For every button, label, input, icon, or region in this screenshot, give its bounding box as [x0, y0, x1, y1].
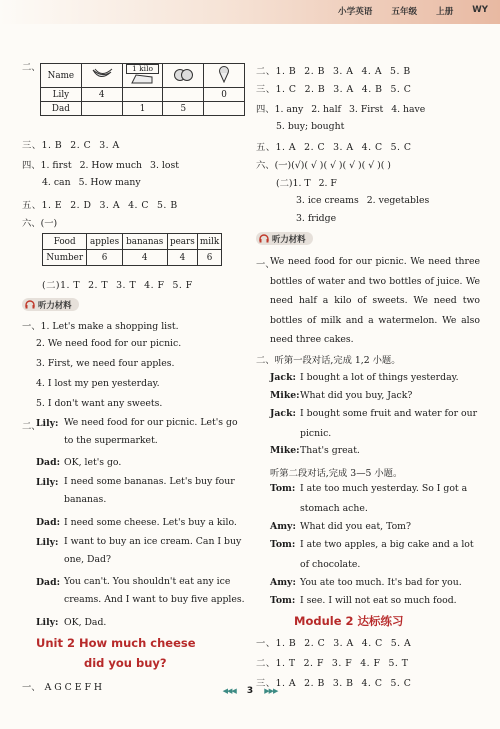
answer: 4. C	[128, 200, 150, 211]
banana-icon	[90, 66, 114, 82]
q2-label: 二、	[22, 62, 41, 73]
answer: 2. C	[304, 638, 326, 649]
answer: 5. C	[390, 678, 412, 689]
speech: I ate two apples, a big cake and a lot of chocolate.	[300, 539, 474, 570]
answer: 1. T	[292, 178, 311, 189]
cell: 6	[198, 250, 222, 266]
answer: 1. T	[275, 658, 296, 669]
m-q1-label: 一、	[256, 638, 276, 649]
right-arrows-icon: ▶▶▶	[264, 687, 278, 695]
answer: 2. F	[303, 658, 324, 669]
answer: (√)( √ )( √ )( √ )( √ )( )	[291, 160, 391, 171]
answer: 2. B	[304, 678, 325, 689]
answer-line	[256, 655, 409, 669]
speaker: Lily:	[36, 477, 59, 488]
header-term: 上册	[436, 7, 454, 17]
header-subject: 小学英语	[338, 7, 373, 17]
apple-icon	[172, 66, 194, 82]
speaker: Amy:	[270, 577, 296, 588]
answer: 2. C	[304, 142, 326, 153]
cell: 6	[87, 250, 122, 266]
speech: You ate too much. It's bad for you.	[300, 577, 462, 588]
answer: A G C E F H	[44, 682, 102, 693]
answer: 3. A	[333, 142, 354, 153]
cell	[122, 88, 163, 102]
answer: 1. B	[275, 638, 297, 649]
badge-label: 听力材料	[38, 299, 72, 310]
speaker: Lily:	[36, 418, 59, 429]
answer-line	[256, 101, 425, 115]
cell: 4	[81, 88, 122, 102]
ice-cream-icon	[216, 65, 232, 83]
sentence: 1. Let's make a shopping list.	[40, 321, 179, 332]
dialog-label: 二、	[22, 421, 41, 432]
badge-label: 听力材料	[272, 233, 306, 244]
listen2-label: 二、	[256, 355, 275, 366]
q5-label: 五、	[22, 200, 42, 211]
answer-line	[256, 635, 411, 649]
cell: bananas	[122, 234, 167, 250]
speaker: Jack:	[270, 372, 296, 383]
answer: 4. A	[361, 66, 383, 77]
speech: OK, let's go.	[64, 457, 122, 468]
page-footer	[0, 686, 500, 696]
speech: I need some bananas. Let's buy four bananas.	[64, 476, 235, 505]
answer: 2. F	[318, 178, 337, 189]
q6b-sub: (二)	[42, 280, 61, 291]
answer: 5. T	[388, 658, 409, 669]
speaker: Tom:	[270, 483, 296, 494]
answer: 1. E	[41, 200, 63, 211]
answer: 3. A	[332, 66, 354, 77]
answer: 1. A	[275, 678, 297, 689]
answer: 3. ice creams	[296, 195, 359, 206]
table-row	[41, 102, 245, 116]
speaker: Tom:	[270, 539, 296, 550]
answer: 1. A	[275, 142, 297, 153]
cell: 4	[122, 250, 167, 266]
listen2-intro	[256, 352, 401, 366]
answer-line	[276, 175, 337, 189]
headphones-icon	[25, 300, 35, 309]
answer-line: 5. buy; bought	[276, 121, 345, 132]
listen1-text: We need food for our picnic. We need three bottles of water and two bottles of juice. We need half a kilo of sweets. We need two bottles of milk and a watermelon. We also need three cakes.	[270, 256, 480, 345]
food-table	[42, 233, 222, 266]
speech: I bought a lot of things yesterday.	[300, 372, 459, 383]
speaker: Dad:	[36, 457, 61, 468]
speech: I bought some fruit and water for our picnic.	[300, 408, 478, 439]
speech: That's great.	[300, 445, 360, 456]
m-q3-label: 三、	[256, 678, 276, 689]
speaker: Jack:	[270, 408, 296, 419]
answer-line	[22, 137, 120, 151]
listen-line	[22, 318, 179, 332]
answer: 3. lost	[150, 160, 179, 171]
speaker: Amy:	[270, 521, 296, 532]
answer-line	[42, 177, 141, 188]
answer: 1. B	[41, 140, 63, 151]
speaker: Lily:	[36, 617, 59, 628]
listen-line: 3. First, we need four apples.	[36, 358, 175, 369]
speaker: Mike:	[270, 390, 300, 401]
speaker: Tom:	[270, 595, 296, 606]
answer-line	[256, 139, 412, 153]
speech: I want to buy an ice cream. Can I buy one, Dad?	[64, 536, 242, 565]
answer: 4. F	[360, 658, 381, 669]
listening-badge	[22, 298, 79, 311]
answer-line	[42, 277, 193, 291]
answer: 2. B	[304, 66, 325, 77]
cell	[204, 102, 245, 116]
speech: What did you buy, Jack?	[300, 390, 413, 401]
cell: milk	[198, 234, 222, 250]
cell: pears	[167, 234, 197, 250]
cell: Lily	[41, 88, 82, 102]
answer: 4. have	[391, 104, 426, 115]
module-title: Module 2 达标练习	[294, 614, 404, 628]
speech: What did you eat, Tom?	[300, 521, 411, 532]
answer-line	[22, 157, 179, 171]
answer: 5. A	[390, 638, 412, 649]
answer-line	[256, 63, 411, 77]
answer: 3. B	[332, 678, 354, 689]
answer: 3. T	[116, 280, 137, 291]
listen-line: 2. We need food for our picnic.	[36, 338, 182, 349]
answer: 3. A	[99, 200, 121, 211]
q6-label: 六、	[22, 218, 41, 229]
cheese-icon-cell	[122, 64, 163, 88]
answer-line: 3. fridge	[296, 213, 337, 224]
shopping-table	[40, 63, 245, 116]
answer: 3. A	[99, 140, 120, 151]
answer: 3. A	[333, 638, 354, 649]
answer: 1. C	[275, 84, 297, 95]
cell: 0	[204, 88, 245, 102]
page-number: 3	[246, 686, 254, 696]
answer: 1. any	[274, 104, 304, 115]
cell	[81, 102, 122, 116]
header-grade: 五年级	[391, 7, 418, 17]
answer: 2. D	[70, 200, 92, 211]
q2-label: 二、	[256, 66, 276, 77]
cell	[163, 88, 204, 102]
m-q2-label: 二、	[256, 658, 276, 669]
answer: 5. F	[172, 280, 193, 291]
kilo-label: 1 kilo	[126, 64, 160, 74]
speaker: Mike:	[270, 445, 300, 456]
table-row	[43, 234, 222, 250]
answer-line	[296, 195, 429, 206]
instruction: 听第二段对话,完成 3—5 小题。	[270, 468, 403, 479]
answer: 3. A	[333, 84, 354, 95]
cell: 4	[167, 250, 197, 266]
speaker: Dad:	[36, 577, 61, 588]
answer: 5. How many	[78, 177, 141, 188]
answer: 2. half	[311, 104, 341, 115]
speech: OK, Dad.	[64, 617, 107, 628]
table-row	[43, 250, 222, 266]
ice-cream-icon-cell	[204, 64, 245, 88]
answer: 2. C	[70, 140, 92, 151]
answer: 2. B	[304, 84, 326, 95]
speaker: Lily:	[36, 537, 59, 548]
answer: 5. B	[390, 66, 411, 77]
apple-icon-cell	[163, 64, 204, 88]
answer: 4. C	[361, 678, 383, 689]
q5-label: 五、	[256, 142, 276, 153]
unit-q1-label: 一、	[22, 682, 41, 693]
q6b-sub: (二)	[276, 178, 293, 189]
listening-badge	[256, 232, 313, 245]
cell: apples	[87, 234, 122, 250]
answer: 1. T	[60, 280, 81, 291]
q3-label: 三、	[22, 140, 42, 151]
answer: 4. B	[361, 84, 383, 95]
banana-icon-cell	[81, 64, 122, 88]
q4-label: 四、	[256, 104, 275, 115]
answer: 2. How much	[79, 160, 143, 171]
answer: 4. can	[42, 177, 71, 188]
q6-label: 六、	[256, 160, 275, 171]
unit-title-line2: did you buy?	[84, 656, 167, 670]
headphones-icon	[259, 234, 269, 243]
answer: 4. C	[361, 142, 383, 153]
q6-sub: (一)	[274, 160, 292, 171]
answer: 2. vegetables	[366, 195, 430, 206]
answer: 4. F	[144, 280, 165, 291]
answer: 5. C	[390, 84, 412, 95]
answer-line	[22, 215, 57, 229]
table-row	[41, 88, 245, 102]
speech: You can't. You shouldn't eat any ice creams. And I want to buy five apples.	[64, 576, 245, 605]
answer: 3. First	[349, 104, 384, 115]
cell: 1	[122, 102, 163, 116]
answer-line	[22, 197, 178, 211]
cell: Food	[43, 234, 87, 250]
speech: I need some cheese. Let's buy a kilo.	[64, 517, 237, 528]
instruction: 听第一段对话,完成 1,2 小题。	[274, 355, 401, 366]
cell: 5	[163, 102, 204, 116]
speech: I see. I will not eat so much food.	[300, 595, 457, 606]
cell: Dad	[41, 102, 82, 116]
listen1-label: 一、	[256, 259, 275, 270]
page-header	[338, 5, 488, 17]
q4-label: 四、	[22, 160, 41, 171]
answer: 5. C	[390, 142, 412, 153]
answer: 1. B	[275, 66, 297, 77]
answer: 5. B	[157, 200, 178, 211]
answer-line	[256, 157, 391, 171]
listen1-label: 一、	[22, 321, 41, 332]
table-header-name: Name	[41, 64, 82, 88]
header-edition: WY	[472, 5, 488, 15]
cheese-icon	[130, 74, 154, 84]
answer: 4. C	[361, 638, 383, 649]
unit-title-line1: Unit 2 How much cheese	[36, 636, 196, 650]
q3-label: 三、	[256, 84, 276, 95]
cell: Number	[43, 250, 87, 266]
answer: 3. F	[331, 658, 353, 669]
table-row	[41, 64, 245, 88]
listen-line: 4. I lost my pen yesterday.	[36, 378, 160, 389]
speech: We need food for our picnic. Let's go to the supermarket.	[64, 417, 238, 446]
left-arrows-icon: ◀◀◀	[222, 687, 236, 695]
answer: 1. first	[40, 160, 72, 171]
answer-line	[256, 81, 411, 95]
listen-line: 5. I don't want any sweets.	[36, 398, 163, 409]
speech: I ate too much yesterday. So I got a stomach ache.	[300, 483, 468, 514]
answer: 2. T	[88, 280, 109, 291]
q6-sub: (一)	[40, 218, 58, 229]
speaker: Dad:	[36, 517, 61, 528]
